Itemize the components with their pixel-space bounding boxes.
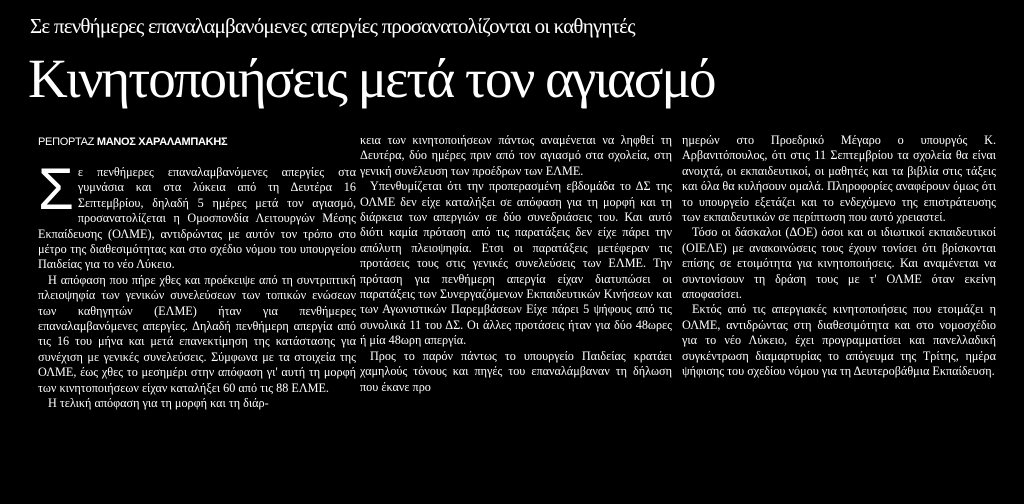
paragraph: Υπενθυμίζεται ότι την προπερασμένη εβδομάδα το ΔΣ της ΟΛΜΕ δεν είχε καταλήξει σε απόφαση για τη μορφή και τη διάρκεια των απεργιών σε δύο συνεδριάσεις του. Και αυτό διότι καμία πρόταση από τις παρατάξεις δεν είχε πάρει την απόλυτη πλειοψηφία. Ετσι οι παρατάξεις μετέφεραν τις προτάσεις τους στις γενικές συνελεύσεις των ΕΛΜΕ. Την πρόταση για πενθήμερη απεργία είχαν διατυπώσει οι παρατάξεις των Συνεργαζόμενων Εκπαιδευτικών Κινήσεων και των Αγωνιστικών Παρεμβάσεων Είχε πάρει 5 ψήφους από τις συνολικά 11 του ΔΣ. Οι άλλες προτάσεις ήταν για δύο 48ωρες ή μία 48ωρη απεργία. [360, 179, 672, 348]
byline [38, 135, 356, 149]
kicker: Σε πενθήμερες επαναλαμβανόμενες απεργίες προσανατολίζονται οι καθηγητές [30, 14, 635, 38]
paragraph: κεια των κινητοποιήσεων πάντως αναμένεται να ληφθεί τη Δευτέρα, δύο ημέρες πριν από τον αγιασμό στα σχολεία, στη γενική συνέλευση των προέδρων των ΕΛΜΕ. [360, 133, 672, 178]
dropcap: Σ [38, 157, 74, 222]
byline-author: ΜΑΝΟΣ ΧΑΡΑΛΑΜΠΑΚΗΣ [96, 136, 228, 148]
column-1 [38, 135, 356, 412]
paragraph: Τόσο οι δάσκαλοι (ΔΟΕ) όσοι και οι ιδιωτικοί εκπαιδευτικοί (ΟΙΕΛΕ) με ανακοινώσεις τους έχουν τονίσει ότι βρίσκονται επίσης σε ετοιμότητα για κινητοποιήσεις. Και αναμένεται να συντονίσουν τη δράση τους με τ' ΟΛΜΕ όταν εκείνη αποφασίσει. [682, 225, 996, 302]
column-2 [360, 133, 672, 395]
paragraph: Προς το παρόν πάντως το υπουργείο Παιδείας κρατάει χαμηλούς τόνους και πηγές του επαναλάμβαναν τη δήλωση που έκανε προ [360, 348, 672, 394]
paragraph: Η τελική απόφαση για τη μορφή και τη διάρ- [48, 396, 269, 411]
paragraph: ημερών στο Προεδρικό Μέγαρο ο υπουργός Κ. Αρβανιτόπουλος, ότι στις 11 Σεπτεμβρίου τα σχολεία θα είναι ανοιχτά, οι εκπαιδευτικοί, οι μαθητές και τα βιβλία στις τάξεις και όλα θα κυλήσουν ομαλά. Πληροφορίες αναφέρουν όμως ότι το υπουργείο εξετάζει και το ενδεχόμενο της επιστράτευσης των εκπαιδευτικών σε περίπτωση που αυτό χρειαστεί. [682, 133, 996, 225]
paragraph [38, 157, 356, 273]
paragraph-text: ε πενθήμερες επαναλαμβανόμενες απεργίες στα γυμνάσια και στα λύκεια από τη Δευτέρα 16 Σεπτεμβρίου, δηλαδή 5 ημέρες μετά τον αγιασμό, προσανατολίζεται η Ομοσπονδία Λειτουργών Μέσης Εκπαίδευσης (ΟΛΜΕ), αντιδρώντας με αυτόν τον τρόπο στο μέτρο της διαθεσιμότητας και στο σχέδιο νόμου του υπουργείου Παιδείας για το νέο Λύκειο. [38, 165, 356, 272]
paragraph: Εκτός από τις απεργιακές κινητοποιήσεις που ετοιμάζει η ΟΛΜΕ, αντιδρώντας στη διαθεσιμότητα και στο νομοσχέδιο για το νέο Λύκειο, έχει προγραμματίσει και πανελλαδική συγκέντρωση διαμαρτυρίας το απόγευμα της Τρίτης, ημέρα ψήφισης του σχεδίου νόμου για τη Δευτεροβάθμια Εκπαίδευση. [682, 302, 996, 379]
paragraph: Η απόφαση που πήρε χθες και προέκειψε από τη συντριπτική πλειοψηφία των γενικών συνελεύσεων των τοπικών ενώσεων των καθηγητών (ΕΛΜΕ) ήταν για πενθήμερες επαναλαμβανόμενες απεργίες. Δηλαδή πενθήμερη απεργία από τις 16 του μήνα και μετά επανεκτίμηση της κατάστασης για συνέχιση με γενικές συνελεύσεις. Σύμφωνα με τα στοιχεία της ΟΛΜΕ, έως χθες το μεσημέρι στην απόφαση γι' αυτή τη μορφή των κινητοποιήσεων είχαν καταλήξει 60 από τις 88 ΕΛΜΕ. [38, 272, 356, 395]
byline-label: ΡΕΠΟΡΤΑΖ [38, 136, 95, 148]
column-3 [682, 133, 996, 380]
headline: Κινητοποιήσεις μετά τον αγιασμό [28, 48, 715, 109]
